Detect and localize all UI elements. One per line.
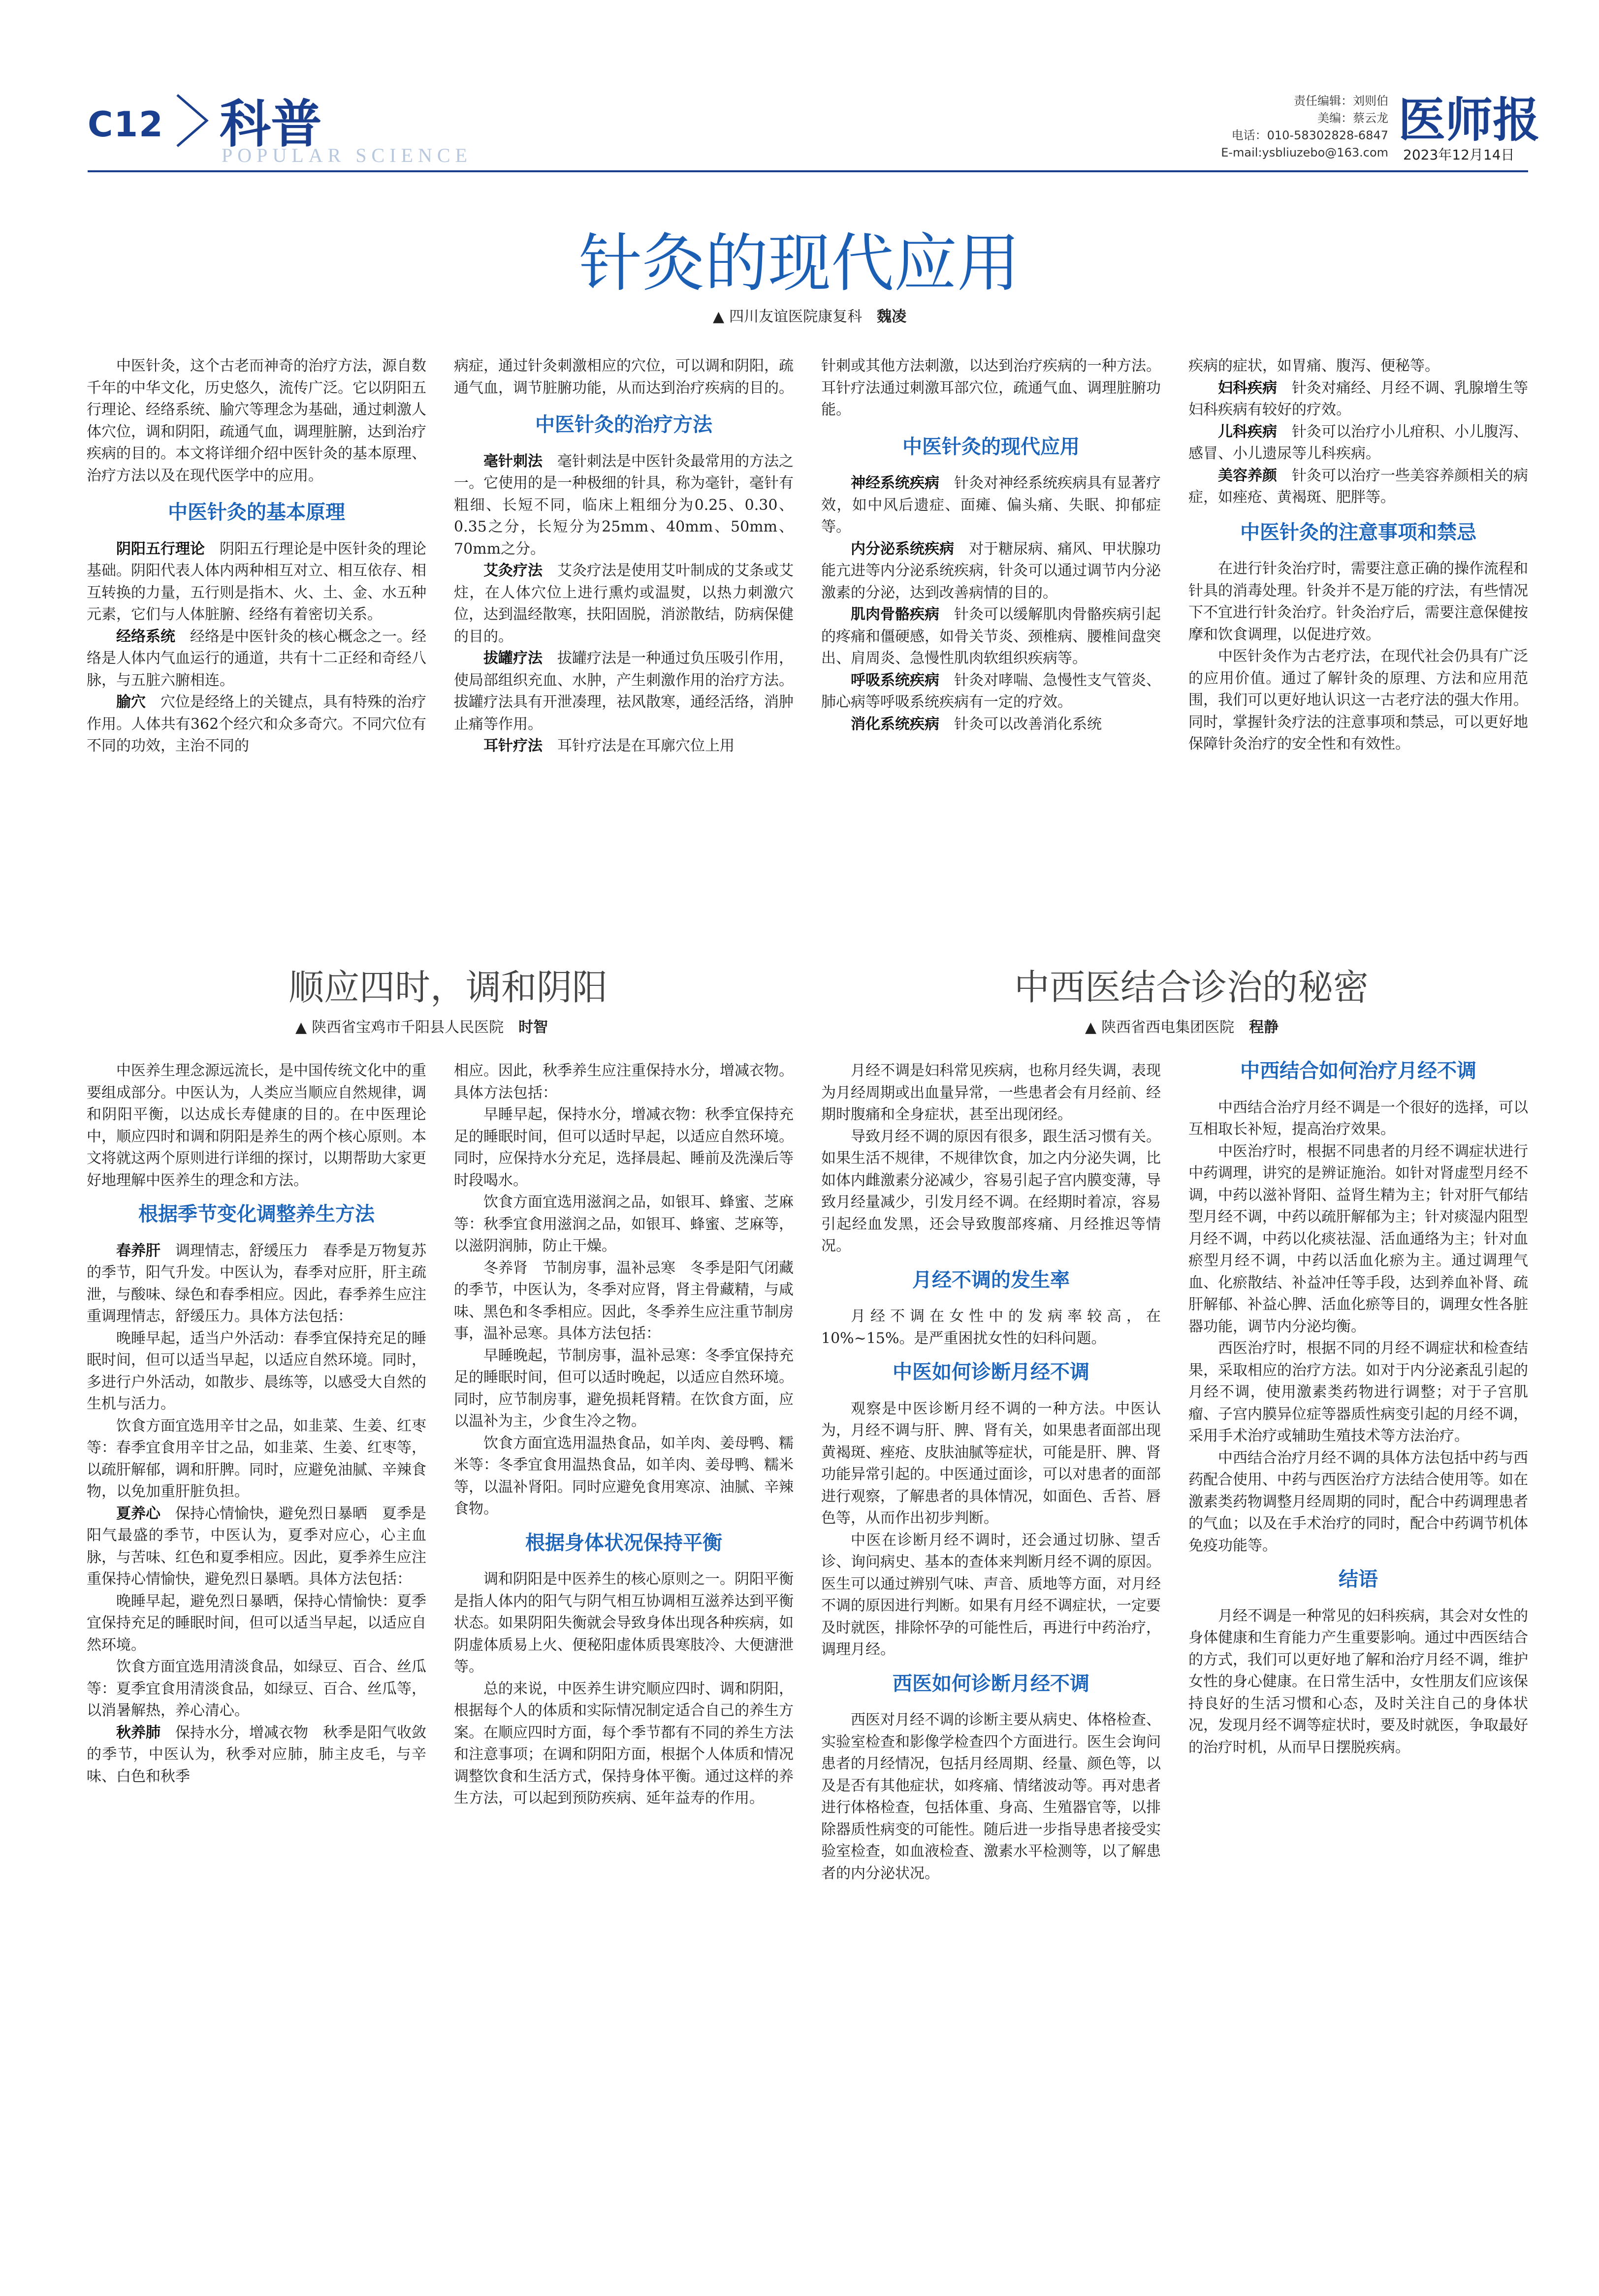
triangle-icon: ▲: [713, 308, 725, 325]
paragraph: 月经不调是妇科常见疾病，也称月经失调，表现为月经周期或出血量异常，一些患者会有月经前、经期时腹痛和全身症状，甚至出现闭经。: [821, 1062, 1161, 1123]
paragraph: 饮食方面宜选用清淡食品，如绿豆、百合、丝瓜等：夏季宜食用清淡食品，如绿豆、百合、丝瓜等，以消暑解热，养心清心。: [87, 1658, 426, 1719]
paragraph: 饮食方面宜选用滋润之品，如银耳、蜂蜜、芝麻等：秋季宜食用滋润之品，如银耳、蜂蜜、芝麻等，以滋阴润肺，防止干燥。: [454, 1194, 794, 1255]
term: 毫针刺法: [483, 452, 543, 470]
paragraph: 中医在诊断月经不调时，还会通过切脉、望舌诊、询问病史、基本的查体来判断月经不调的原因。医生可以通过辨别气味、声音、质地等方面，对月经不调的原因进行判断。如果有月经不调症状，一定要及时就医，排除怀孕的可能性后，再进行中药治疗，调理月经。: [821, 1531, 1161, 1658]
paragraph: 相应。因此，秋季养生应注重保持水分，增减衣物。具体方法包括：: [454, 1062, 794, 1101]
paragraph: 耳针疗法 耳针疗法是在耳廓穴位上用: [483, 737, 735, 755]
article1-author: 魏凌: [877, 308, 907, 325]
term: 腧穴: [116, 693, 146, 711]
term: 耳针疗法: [483, 737, 543, 755]
term: 夏养心: [116, 1505, 160, 1522]
term: 儿科疾病: [1218, 423, 1277, 440]
section-heading: 中医针灸的治疗方法: [535, 413, 712, 436]
paragraph: 早睡晚起，节制房事，温补忌寒：冬季宜保持充足的睡眠时间，但可以适时晚起，以适应自然环境。同时，应节制房事，避免损耗肾精。在饮食方面，应以温补为主，少食生冷之物。: [454, 1347, 794, 1430]
paragraph: 阴阳五行理论 阴阳五行理论是中医针灸的理论基础。阴阳代表人体内两种相互对立、相互依存、相互转换的力量，五行则是指木、火、土、金、水五种元素，它们与人体脏腑、经络有着密切关系。: [87, 540, 426, 623]
article2-column-1: [87, 1060, 426, 1788]
term: 消化系统疾病: [851, 715, 939, 733]
paragraph: 经络系统 经络是中医针灸的核心概念之一。经络是人体内气血运行的通道，共有十二正经和奇经八脉，与五脏六腑相连。: [87, 628, 426, 689]
article3-author: 程静: [1249, 1019, 1279, 1036]
paragraph: 中西结合治疗月经不调的具体方法包括中药与西药配合使用、中药与西医治疗方法结合使用等。如在激素类药物调整月经周期的同时，配合中药调理患者的气血；以及在手术治疗的同时，配合中药调节机体免疫功能等。: [1188, 1449, 1528, 1554]
paragraph: 中西结合治疗月经不调是一个很好的选择，可以互相取长补短，提高治疗效果。: [1188, 1099, 1528, 1138]
term: 经络系统: [116, 628, 175, 645]
paragraph: 导致月经不调的原因有很多，跟生活习惯有关。如果生活不规律，不规律饮食，加之内分泌失调，比如体内雌激素分泌减少，容易引起子宫内膜变薄，导致月经量减少，引发月经不调。在经期时着凉，容易引起经血发黑，还会导致腹部疼痛、月经推迟等情况。: [821, 1128, 1161, 1255]
article3-org: 陕西省西电集团医院: [1101, 1019, 1235, 1036]
term: 妇科疾病: [1218, 379, 1277, 397]
section-heading: 根据身体状况保持平衡: [525, 1531, 722, 1554]
article2-column-2: [454, 1060, 794, 1810]
section-subtitle: POPULAR SCIENCE: [222, 144, 472, 166]
article2-title: 顺应四时，调和阴阳: [288, 967, 608, 1008]
triangle-icon: ▲: [1085, 1019, 1097, 1036]
paragraph: 毫针刺法 毫针刺法是中医针灸最常用的方法之一。它使用的是一种极细的针具，称为毫针，毫针有粗细、长短不同，临床上粗细分为0.25、0.30、0.35之分，长短分为25mm、40mm、50mm、70mm之分。: [454, 452, 794, 558]
paragraph: 病症，通过针灸刺激相应的穴位，可以调和阴阳，疏通气血，调节脏腑功能，从而达到治疗疾病的目的。: [454, 357, 794, 397]
section-heading: 中西结合如何治疗月经不调: [1240, 1060, 1476, 1082]
section-heading: 中医针灸的现代应用: [902, 435, 1080, 458]
term: 秋养肺: [116, 1724, 160, 1741]
paragraph: 饮食方面宜选用辛甘之品，如韭菜、生姜、红枣等：春季宜食用辛甘之品，如韭菜、生姜、红枣等，以疏肝解郁，调和肝脾。同时，应避免油腻、辛辣食物，以免加重肝脏负担。: [87, 1417, 426, 1500]
article2-byline: [295, 1015, 548, 1037]
header-rule: [88, 170, 1528, 172]
issue-date: 2023年12月14日: [1403, 147, 1515, 163]
paragraph: 中医针灸，这个古老而神奇的治疗方法，源自数千年的中华文化，历史悠久，流传广泛。它以阴阳五行理论、经络系统、腧穴等理念为基础，通过刺激人体穴位，调和阴阳，疏通气血，调理脏腑，达到治疗疾病的目的。本文将详细介绍中医针灸的基本原理、治疗方法以及在现代医学中的应用。: [87, 357, 426, 484]
paragraph: 总的来说，中医养生讲究顺应四时、调和阴阳，根据每个人的体质和实际情况制定适合自己的养生方案。在顺应四时方面，每个季节都有不同的养生方法和注意事项；在调和阴阳方面，根据个人体质和情况调整饮食和生活方式，保持身体平衡。通过这样的养生方法，可以起到预防疾病、延年益寿的作用。: [454, 1680, 794, 1807]
article3-column-2: [1188, 1060, 1528, 1759]
section-heading: 中医如何诊断月经不调: [893, 1361, 1089, 1384]
masthead-info: [1093, 93, 1388, 161]
paragraph: 神经系统疾病 针灸对神经系统疾病具有显著疗效，如中风后遗症、面瘫、偏头痛、失眠、抑郁症等。: [821, 474, 1161, 535]
paragraph: 美容养颜 针灸可以治疗一些美容养颜相关的病症，如痤疮、黄褐斑、肥胖等。: [1188, 467, 1528, 506]
section-heading: 西医如何诊断月经不调: [893, 1672, 1089, 1695]
article1-column-3: [821, 355, 1161, 735]
paragraph: 儿科疾病 针灸可以治疗小儿疳积、小儿腹泻、感冒、小儿遗尿等儿科疾病。: [1188, 423, 1528, 462]
page-number: C12: [88, 104, 164, 145]
section-title: 科普: [220, 94, 322, 154]
article3-byline: [1085, 1015, 1279, 1037]
paragraph: 疾病的症状，如胃痛、腹泻、便秘等。: [1188, 357, 1439, 375]
paragraph: 早睡早起，保持水分，增减衣物：秋季宜保持充足的睡眠时间，但可以适时早起，以适应自然环境。同时，应保持水分充足，选择晨起、睡前及洗澡后等时段喝水。: [454, 1106, 794, 1189]
paragraph: 春养肝 调理情志，舒缓压力 春季是万物复苏的季节，阳气升发。中医认为，春季对应肝，肝主疏泄，与酸味、绿色和春季相应。因此，春季养生应注重调理情志，舒缓压力。具体方法包括：: [87, 1242, 426, 1325]
paragraph: 饮食方面宜选用温热食品，如羊肉、姜母鸭、糯米等：冬季宜食用温热食品，如羊肉、姜母鸭、糯米等，以温补肾阳。同时应避免食用寒凉、油腻、辛辣食物。: [454, 1434, 794, 1517]
chevron-right-icon: [172, 91, 217, 150]
paragraph: 消化系统疾病 针灸可以改善消化系统: [851, 715, 1102, 733]
paragraph: 调和阴阳是中医养生的核心原则之一。阴阳平衡是指人体内的阳气与阴气相互协调相互滋养达到平衡状态。如果阴阳失衡就会导致身体出现各种疾病，如阴虚体质易上火、便秘阳虚体质畏寒肢冷、大便溏泄等。: [454, 1571, 794, 1675]
section-heading: 根据季节变化调整养生方法: [138, 1203, 375, 1226]
paragraph: 夏养心 保持心情愉快，避免烈日暴晒 夏季是阳气最盛的季节，中医认为，夏季对应心，心主血脉，与苦味、红色和夏季相应。因此，夏季养生应注重保持心情愉快，避免烈日暴晒。具体方法包括：: [87, 1505, 426, 1588]
paragraph: 西医治疗时，根据不同的月经不调症状和检查结果，采取相应的治疗方法。如对于内分泌紊乱引起的月经不调，使用激素类药物进行调整；对于子宫肌瘤、子宫内膜异位症等器质性病变引起的月经不调，采用手术治疗或辅助生殖技术等方法治疗。: [1188, 1340, 1528, 1445]
article1-byline: [713, 304, 906, 326]
term: 神经系统疾病: [851, 474, 939, 492]
paragraph: 西医对月经不调的诊断主要从病史、体格检查、实验室检查和影像学检查四个方面进行。医生会询问患者的月经情况，包括月经周期、经量、颜色等，以及是否有其他症状，如疼痛、情绪波动等。再对患者进行体格检查，包括体重、身高、生殖器官等，以排除器质性病变的可能性。随后进一步指导患者接受实验室检查，如血液检查、激素水平检测等，以了解患者的内分泌状况。: [821, 1711, 1161, 1882]
paragraph: 内分泌系统疾病 对于糖尿病、痛风、甲状腺功能亢进等内分泌系统疾病，针灸可以通过调节内分泌激素的分泌，达到改善病情的目的。: [821, 540, 1161, 601]
paragraph: 月经不调在女性中的发病率较高，在10%~15%。是严重困扰女性的妇科问题。: [821, 1308, 1161, 1347]
paragraph: 晚睡早起，避免烈日暴晒，保持心情愉快：夏季宜保持充足的睡眠时间，但可以适当早起，以适应自然环境。: [87, 1592, 426, 1654]
paragraph: 艾灸疗法 艾灸疗法是使用艾叶制成的艾条或艾炷，在人体穴位上进行熏灼或温熨，以热力刺激穴位，达到温经散寒，扶阳固脱，消淤散结，防病保健的目的。: [454, 562, 794, 645]
article3-column-1: [821, 1060, 1161, 1885]
designer: 美编：蔡云龙: [1317, 111, 1388, 125]
paragraph: 月经不调是一种常见的妇科疾病，其会对女性的身体健康和生育能力产生重要影响。通过中西医结合的方式，我们可以更好地了解和治疗月经不调，维护女性的身心健康。在日常生活中，女性朋友们应该保持良好的生活习惯和心态，及时关注自己的身体状况，发现月经不调等症状时，要及时就医，争取最好的治疗时机，从而早日摆脱疾病。: [1188, 1607, 1528, 1756]
paragraph: 秋养肺 保持水分，增减衣物 秋季是阳气收敛的季节，中医认为，秋季对应肺，肺主皮毛，与辛味、白色和秋季: [87, 1724, 426, 1785]
paragraph: 在进行针灸治疗时，需要注意正确的操作流程和针具的消毒处理。针灸并不是万能的疗法，有些情况下不宜进行针灸治疗。针灸治疗后，需要注意保健按摩和饮食调理，以促进疗效。: [1188, 560, 1528, 643]
phone: 电话：010-58302828-6847: [1231, 128, 1388, 142]
paragraph: 呼吸系统疾病 针灸对哮喘、急慢性支气管炎、肺心病等呼吸系统疾病有一定的疗效。: [821, 671, 1161, 711]
article1-column-2: [454, 355, 794, 757]
triangle-icon: ▲: [295, 1019, 307, 1036]
term: 艾灸疗法: [483, 562, 543, 579]
paragraph: 腧穴 穴位是经络上的关键点，具有特殊的治疗作用。人体共有362个经穴和众多奇穴。不同穴位有不同的功效，主治不同的: [87, 693, 426, 755]
paragraph: 拔罐疗法 拔罐疗法是一种通过负压吸引作用，使局部组织充血、水肿，产生刺激作用的治疗方法。拔罐疗法具有开泄凑理，祛风散寒，通经活络，消肿止痛等作用。: [454, 650, 794, 733]
article1-title: 针灸的现代应用: [578, 227, 1020, 300]
paragraph: 中医养生理念源远流长，是中国传统文化中的重要组成部分。中医认为，人类应当顺应自然规律，调和阴阳平衡，以达成长寿健康的目的。在中医理论中，顺应四时和调和阴阳是养生的两个核心原则。本文将就这两个原则进行详细的探讨，以期帮助大家更好地理解中医养生的理念和方法。: [87, 1062, 426, 1189]
email: E-mail:ysbliuzebo@163.com: [1221, 146, 1388, 159]
article3-title: 中西医结合诊治的秘密: [1014, 967, 1369, 1008]
paragraph: 针刺或其他方法刺激，以达到治疗疾病的一种方法。耳针疗法通过刺激耳部穴位，疏通气血、调理脏腑功能。: [821, 357, 1161, 418]
term: 肌肉骨骼疾病: [851, 606, 939, 623]
article1-column-4: [1188, 355, 1528, 755]
term: 内分泌系统疾病: [851, 540, 954, 558]
paragraph: 晚睡早起，适当户外活动：春季宜保持充足的睡眠时间，但可以适当早起，以适应自然环境。同时，多进行户外活动，如散步、晨练等，以感受大自然的生机与活力。: [87, 1329, 426, 1413]
paragraph: 冬养肾 节制房事，温补忌寒 冬季是阳气闭藏的季节，中医认为，冬季对应肾，肾主骨藏精，与咸味、黑色和冬季相应。因此，冬季养生应注重节制房事，温补忌寒。具体方法包括：: [454, 1259, 794, 1342]
paragraph: 观察是中医诊断月经不调的一种方法。中医认为，月经不调与肝、脾、肾有关，如果患者面部出现黄褐斑、痤疮、皮肤油腻等症状，可能是肝、脾、肾功能异常引起的。中医通过面诊，可以对患者的面部进行观察，了解患者的具体情况，如面色、舌苔、唇色等，从而作出初步判断。: [821, 1400, 1161, 1527]
term: 美容养颜: [1218, 467, 1277, 484]
newspaper-logo: 医师报: [1398, 92, 1540, 148]
editor: 责任编辑：刘则伯: [1294, 94, 1388, 108]
article1-org: 四川友谊医院康复科: [729, 308, 863, 325]
article1-column-1: [87, 355, 426, 757]
section-heading: 中医针灸的基本原理: [168, 501, 345, 524]
term: 呼吸系统疾病: [851, 671, 939, 689]
paragraph: 妇科疾病 针灸对痛经、月经不调、乳腺增生等妇科疾病有较好的疗效。: [1188, 379, 1528, 418]
article2-org: 陕西省宝鸡市千阳县人民医院: [312, 1019, 504, 1036]
paragraph: 中医针灸作为古老疗法，在现代社会仍具有广泛的应用价值。通过了解针灸的原理、方法和应用范围，我们可以更好地认识这一古老疗法的强大作用。同时，掌握针灸疗法的注意事项和禁忌，可以更好地保障针灸治疗的安全性和有效性。: [1188, 648, 1528, 753]
article2-author: 时智: [518, 1019, 548, 1036]
term: 拔罐疗法: [483, 650, 543, 667]
paragraph: 中医治疗时，根据不同患者的月经不调症状进行中药调理，讲究的是辨证施治。如针对肾虚型月经不调，中药以滋补肾阳、益肾生精为主；针对肝气郁结型月经不调，中药以疏肝解郁为主；针对痰湿内阻型月经不调，中药以化痰祛湿、活血通络为主；针对血瘀型月经不调，中药以活血化瘀为主。通过调理气血、化瘀散结、补益冲任等手段，达到养血补肾、疏肝解郁、补益心脾、活血化瘀等目的，调理女性各脏器功能，调节内分泌均衡。: [1188, 1142, 1528, 1335]
paragraph: 肌肉骨骼疾病 针灸可以缓解肌肉骨骼疾病引起的疼痛和僵硬感，如骨关节炎、颈椎病、腰椎间盘突出、肩周炎、急慢性肌肉软组织疾病等。: [821, 606, 1161, 667]
term: 春养肝: [116, 1242, 160, 1259]
term: 阴阳五行理论: [116, 540, 205, 558]
section-heading: 月经不调的发生率: [912, 1268, 1070, 1291]
section-heading: 中医针灸的注意事项和禁忌: [1240, 521, 1476, 544]
section-heading: 结语: [1339, 1568, 1378, 1591]
